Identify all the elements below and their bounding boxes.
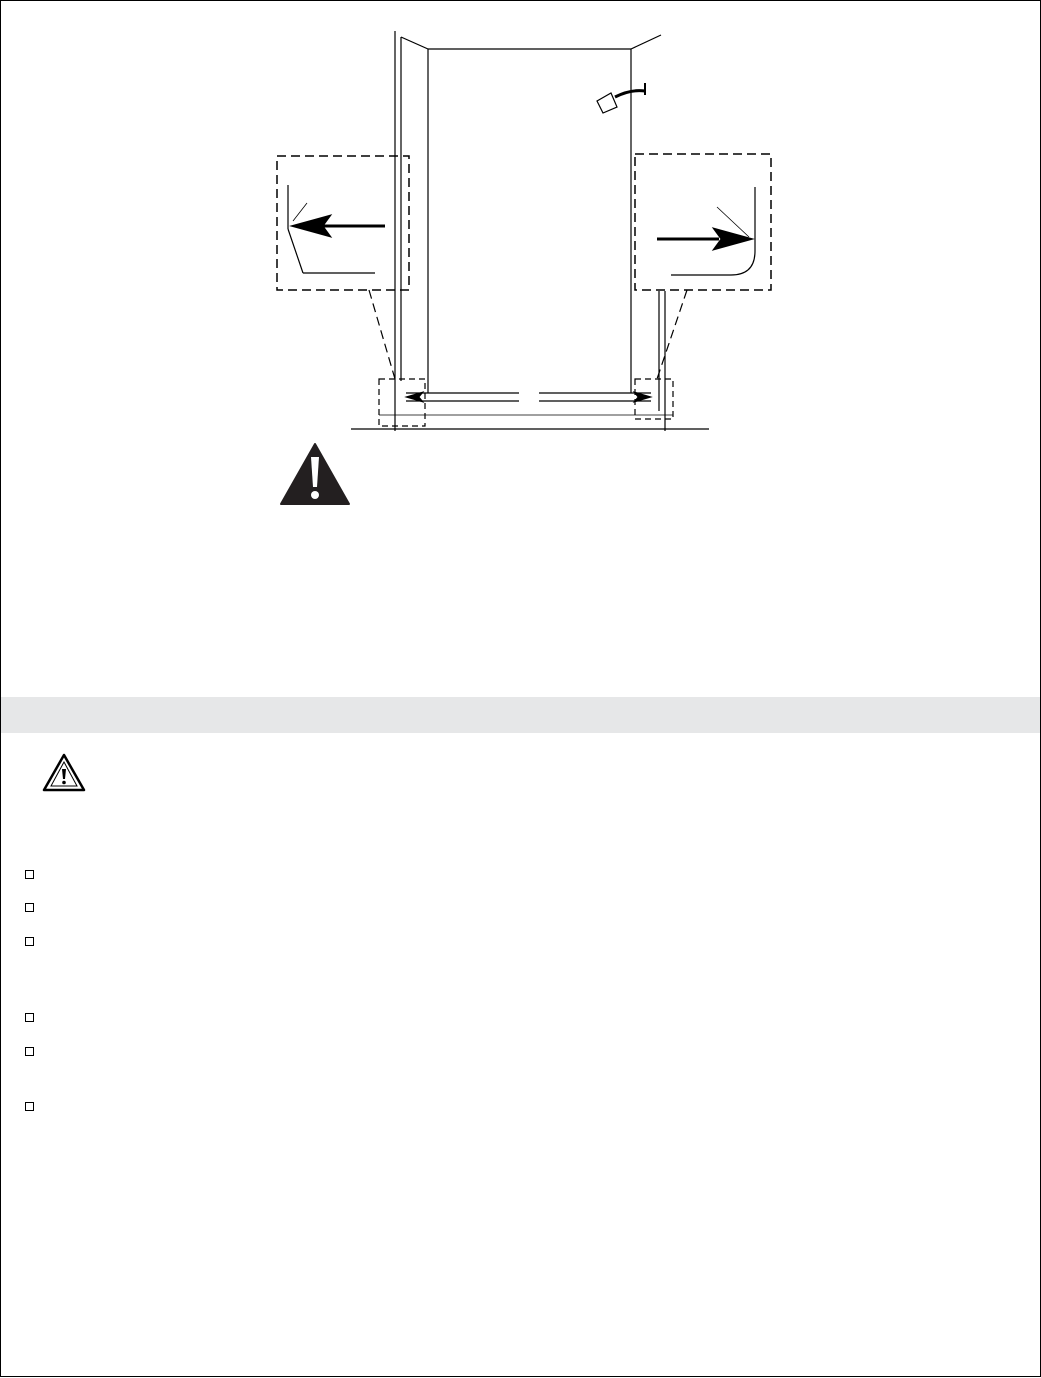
checklist-item (25, 1010, 39, 1024)
checklist-item (25, 867, 39, 881)
checkbox-icon[interactable] (25, 1013, 34, 1022)
checklist-item (25, 934, 39, 948)
checklist-item (25, 900, 39, 914)
checkbox-icon[interactable] (25, 1047, 34, 1056)
checklist-item (25, 1099, 39, 1113)
checklist (25, 1, 1025, 1378)
checkbox-icon[interactable] (25, 1102, 34, 1111)
checkbox-icon[interactable] (25, 903, 34, 912)
checkbox-icon[interactable] (25, 870, 34, 879)
checkbox-icon[interactable] (25, 937, 34, 946)
checklist-item (25, 1044, 39, 1058)
